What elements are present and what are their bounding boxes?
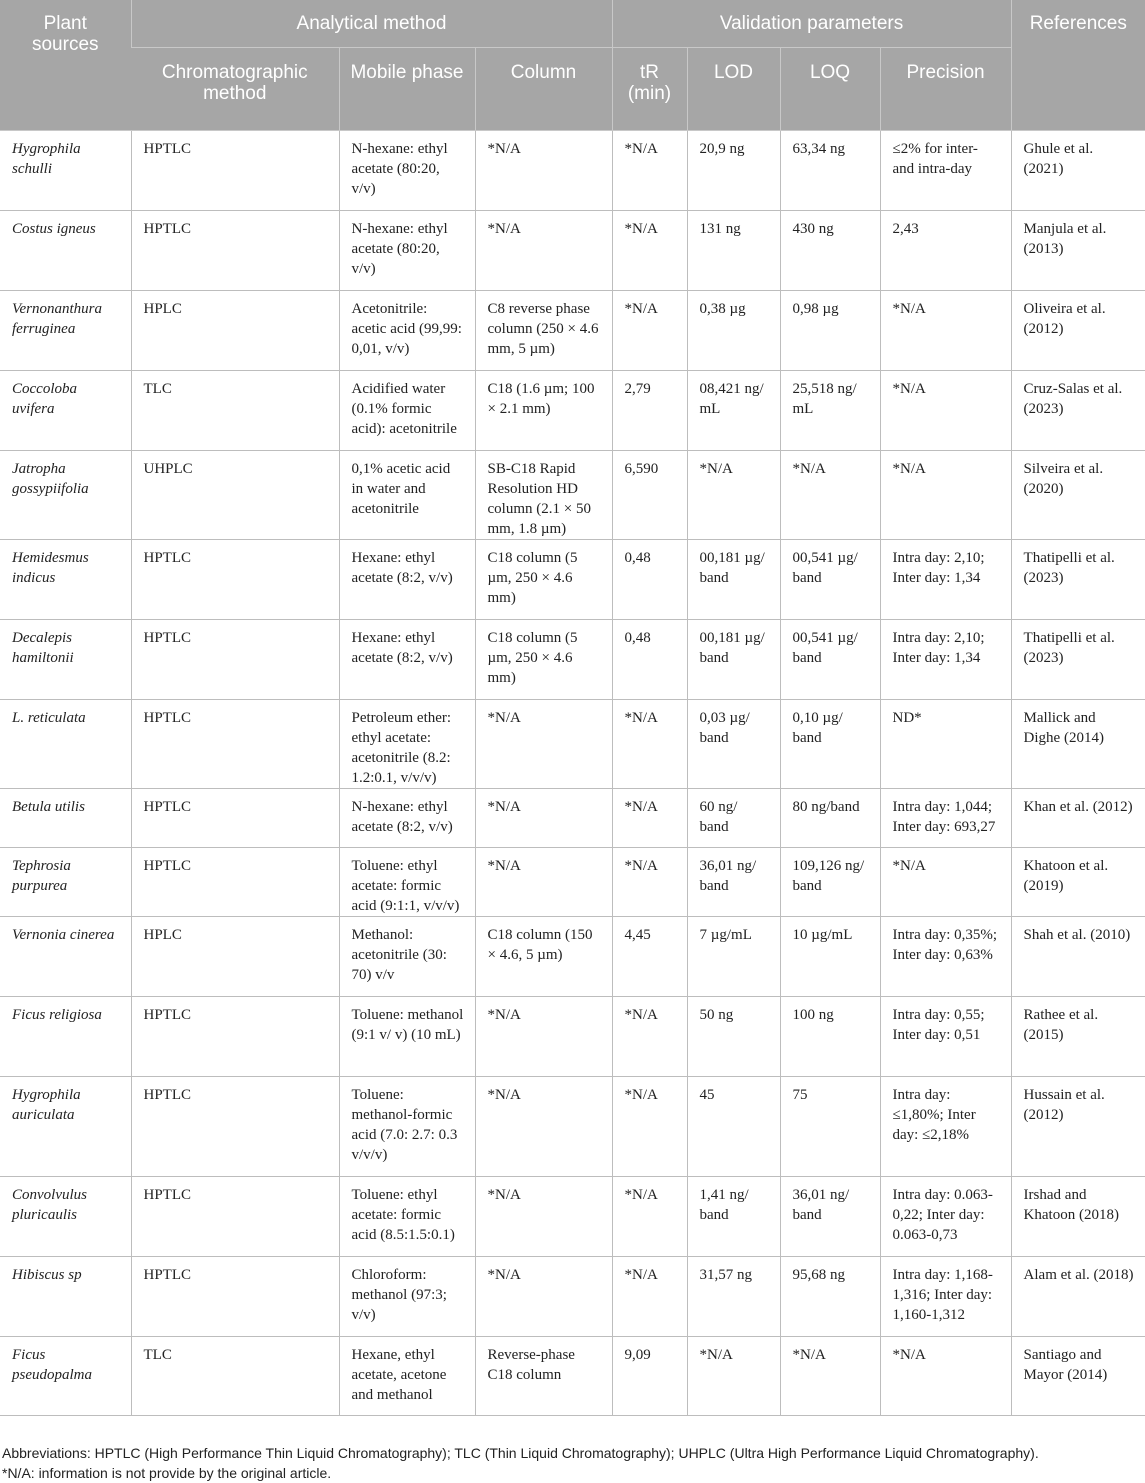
table-row <box>0 291 1145 371</box>
cell-loq: 430 ng <box>780 211 880 291</box>
cell-reference: Rathee et al. (2015) <box>1011 997 1145 1077</box>
cell-column: C8 reverse phase column (250 × 4.6 mm, 5 µm) <box>475 291 612 371</box>
cell-tr: 2,79 <box>612 371 687 451</box>
cell-tr: *N/A <box>612 131 687 211</box>
cell-method: HPTLC <box>131 1077 339 1177</box>
cell-lod: 0,38 µg <box>687 291 780 371</box>
header-mobile-phase: Mobile phase <box>339 48 475 131</box>
cell-mobile-phase: Toluene: ethyl acetate: formic acid (8.5:1.5:0.1) <box>339 1177 475 1257</box>
cell-loq: *N/A <box>780 1337 880 1416</box>
table-row <box>0 620 1145 700</box>
cell-loq: 00,541 µg/ band <box>780 540 880 620</box>
header-plant-sources: Plant sources <box>0 0 131 131</box>
cell-reference: Manjula et al. (2013) <box>1011 211 1145 291</box>
cell-method: HPLC <box>131 917 339 997</box>
cell-reference: Mallick and Dighe (2014) <box>1011 700 1145 789</box>
cell-loq: 63,34 ng <box>780 131 880 211</box>
cell-lod: *N/A <box>687 1337 780 1416</box>
cell-column: C18 column (5 µm, 250 × 4.6 mm) <box>475 620 612 700</box>
cell-mobile-phase: N-hexane: ethyl acetate (8:2, v/v) <box>339 789 475 848</box>
table-row <box>0 1337 1145 1416</box>
cell-loq: 0,10 µg/ band <box>780 700 880 789</box>
table-row <box>0 1257 1145 1337</box>
cell-mobile-phase: Toluene: methanol (9:1 v/ v) (10 mL) <box>339 997 475 1077</box>
cell-plant: Costus igneus <box>0 211 131 291</box>
table-row <box>0 1177 1145 1257</box>
cell-plant: Convolvulus pluricaulis <box>0 1177 131 1257</box>
cell-plant: Decalepis hamiltonii <box>0 620 131 700</box>
cell-lod: 131 ng <box>687 211 780 291</box>
table-row <box>0 1077 1145 1177</box>
cell-method: TLC <box>131 371 339 451</box>
cell-reference: Silveira et al. (2020) <box>1011 451 1145 540</box>
cell-precision: *N/A <box>880 848 1011 917</box>
cell-reference: Hussain et al. (2012) <box>1011 1077 1145 1177</box>
cell-lod: 36,01 ng/ band <box>687 848 780 917</box>
header-loq: LOQ <box>780 48 880 131</box>
cell-method: HPLC <box>131 291 339 371</box>
cell-plant: Betula utilis <box>0 789 131 848</box>
table-row <box>0 997 1145 1077</box>
header-chromatographic-method: Chromatographic method <box>131 48 339 131</box>
cell-loq: 100 ng <box>780 997 880 1077</box>
header-precision: Precision <box>880 48 1011 131</box>
cell-lod: 20,9 ng <box>687 131 780 211</box>
cell-column: C18 column (5 µm, 250 × 4.6 mm) <box>475 540 612 620</box>
cell-tr: *N/A <box>612 848 687 917</box>
cell-tr: 4,45 <box>612 917 687 997</box>
cell-column: *N/A <box>475 1077 612 1177</box>
cell-lod: 45 <box>687 1077 780 1177</box>
cell-lod: 1,41 ng/ band <box>687 1177 780 1257</box>
cell-tr: 6,590 <box>612 451 687 540</box>
cell-precision: Intra day: 0,35%; Inter day: 0,63% <box>880 917 1011 997</box>
cell-method: HPTLC <box>131 540 339 620</box>
cell-precision: Intra day: 1,044; Inter day: 693,27 <box>880 789 1011 848</box>
cell-tr: *N/A <box>612 1077 687 1177</box>
table-row <box>0 211 1145 291</box>
header-validation-parameters: Validation parameters <box>612 0 1011 48</box>
cell-method: HPTLC <box>131 1177 339 1257</box>
cell-column: *N/A <box>475 1177 612 1257</box>
cell-column: *N/A <box>475 1257 612 1337</box>
cell-lod: 0,03 µg/ band <box>687 700 780 789</box>
cell-tr: 0,48 <box>612 620 687 700</box>
cell-plant: Hygrophila auriculata <box>0 1077 131 1177</box>
cell-plant: Vernonia cinerea <box>0 917 131 997</box>
cell-loq: 95,68 ng <box>780 1257 880 1337</box>
cell-method: HPTLC <box>131 620 339 700</box>
header-tr: tR (min) <box>612 48 687 131</box>
cell-method: HPTLC <box>131 131 339 211</box>
cell-mobile-phase: Toluene: methanol-formic acid (7.0: 2.7: 0.3 v/v/v) <box>339 1077 475 1177</box>
cell-loq: 80 ng/band <box>780 789 880 848</box>
table-row <box>0 540 1145 620</box>
cell-reference: Thatipelli et al. (2023) <box>1011 620 1145 700</box>
cell-column: *N/A <box>475 789 612 848</box>
cell-plant: Hibiscus sp <box>0 1257 131 1337</box>
cell-precision: Intra day: 0,55; Inter day: 0,51 <box>880 997 1011 1077</box>
cell-method: UHPLC <box>131 451 339 540</box>
cell-loq: *N/A <box>780 451 880 540</box>
cell-tr: *N/A <box>612 700 687 789</box>
cell-mobile-phase: Acidified water (0.1% formic acid): acetonitrile <box>339 371 475 451</box>
cell-mobile-phase: Methanol: acetonitrile (30: 70) v/v <box>339 917 475 997</box>
cell-plant: Coccoloba uvifera <box>0 371 131 451</box>
cell-reference: Cruz-Salas et al. (2023) <box>1011 371 1145 451</box>
cell-mobile-phase: 0,1% acetic acid in water and acetonitrile <box>339 451 475 540</box>
cell-column: *N/A <box>475 211 612 291</box>
cell-method: HPTLC <box>131 789 339 848</box>
cell-lod: 00,181 µg/ band <box>687 620 780 700</box>
cell-reference: Ghule et al. (2021) <box>1011 131 1145 211</box>
header-column: Column <box>475 48 612 131</box>
table-row <box>0 848 1145 917</box>
cell-tr: *N/A <box>612 1177 687 1257</box>
cell-tr: *N/A <box>612 211 687 291</box>
cell-method: HPTLC <box>131 700 339 789</box>
cell-precision: ≤2% for inter- and intra-day <box>880 131 1011 211</box>
cell-method: HPTLC <box>131 1257 339 1337</box>
cell-plant: Hygrophila schulli <box>0 131 131 211</box>
cell-precision: *N/A <box>880 1337 1011 1416</box>
cell-plant: Hemidesmus indicus <box>0 540 131 620</box>
cell-plant: Tephrosia purpurea <box>0 848 131 917</box>
cell-precision: Intra day: 1,168- 1,316; Inter day: 1,160-1,312 <box>880 1257 1011 1337</box>
cell-mobile-phase: N-hexane: ethyl acetate (80:20, v/v) <box>339 211 475 291</box>
cell-mobile-phase: Hexane: ethyl acetate (8:2, v/v) <box>339 540 475 620</box>
cell-column: C18 column (150 × 4.6, 5 µm) <box>475 917 612 997</box>
cell-reference: Oliveira et al. (2012) <box>1011 291 1145 371</box>
cell-method: TLC <box>131 1337 339 1416</box>
cell-precision: Intra day: 2,10; Inter day: 1,34 <box>880 620 1011 700</box>
cell-mobile-phase: Hexane: ethyl acetate (8:2, v/v) <box>339 620 475 700</box>
cell-column: *N/A <box>475 848 612 917</box>
cell-precision: 2,43 <box>880 211 1011 291</box>
cell-column: Reverse-phase C18 column <box>475 1337 612 1416</box>
cell-lod: 60 ng/ band <box>687 789 780 848</box>
cell-tr: 0,48 <box>612 540 687 620</box>
cell-tr: *N/A <box>612 997 687 1077</box>
cell-reference: Santiago and Mayor (2014) <box>1011 1337 1145 1416</box>
table-row <box>0 131 1145 211</box>
table-row <box>0 917 1145 997</box>
cell-mobile-phase: Toluene: ethyl acetate: formic acid (9:1:1, v/v/v) <box>339 848 475 917</box>
cell-method: HPTLC <box>131 997 339 1077</box>
cell-precision: *N/A <box>880 451 1011 540</box>
cell-loq: 25,518 ng/ mL <box>780 371 880 451</box>
cell-lod: 31,57 ng <box>687 1257 780 1337</box>
cell-precision: Intra day: 0.063- 0,22; Inter day: 0.063-0,73 <box>880 1177 1011 1257</box>
cell-mobile-phase: Petroleum ether: ethyl acetate: acetonitrile (8.2: 1.2:0.1, v/v/v) <box>339 700 475 789</box>
table-body <box>0 131 1145 1416</box>
table-row <box>0 451 1145 540</box>
cell-mobile-phase: Acetonitrile: acetic acid (99,99: 0,01, v/v) <box>339 291 475 371</box>
cell-column: *N/A <box>475 131 612 211</box>
cell-lod: 08,421 ng/ mL <box>687 371 780 451</box>
cell-reference: Khan et al. (2012) <box>1011 789 1145 848</box>
cell-tr: 9,09 <box>612 1337 687 1416</box>
cell-mobile-phase: N-hexane: ethyl acetate (80:20, v/v) <box>339 131 475 211</box>
cell-plant: Jatropha gossypiifolia <box>0 451 131 540</box>
cell-reference: Khatoon et al. (2019) <box>1011 848 1145 917</box>
cell-method: HPTLC <box>131 211 339 291</box>
cell-plant: Vernonanthura ferruginea <box>0 291 131 371</box>
cell-loq: 00,541 µg/ band <box>780 620 880 700</box>
table-row <box>0 700 1145 789</box>
cell-tr: *N/A <box>612 789 687 848</box>
footnote-abbreviations: Abbreviations: HPTLC (High Performance Thin Liquid Chromatography); TLC (Thin Liquid Chromatography); UHPLC (Ultra High Performance Liquid Chromatography). <box>2 1445 1039 1461</box>
cell-column: C18 (1.6 µm; 100 × 2.1 mm) <box>475 371 612 451</box>
cell-column: SB-C18 Rapid Resolution HD column (2.1 × 50 mm, 1.8 µm) <box>475 451 612 540</box>
cell-lod: 00,181 µg/ band <box>687 540 780 620</box>
header-analytical-method: Analytical method <box>131 0 612 48</box>
header-row-2 <box>0 48 1145 131</box>
cell-tr: *N/A <box>612 291 687 371</box>
cell-lod: 7 µg/mL <box>687 917 780 997</box>
cell-plant: Ficus religiosa <box>0 997 131 1077</box>
cell-loq: 0,98 µg <box>780 291 880 371</box>
cell-loq: 10 µg/mL <box>780 917 880 997</box>
cell-precision: Intra day: 2,10; Inter day: 1,34 <box>880 540 1011 620</box>
cell-loq: 36,01 ng/ band <box>780 1177 880 1257</box>
cell-tr: *N/A <box>612 1257 687 1337</box>
cell-reference: Alam et al. (2018) <box>1011 1257 1145 1337</box>
cell-mobile-phase: Hexane, ethyl acetate, acetone and methanol <box>339 1337 475 1416</box>
table-row <box>0 789 1145 848</box>
header-row-1 <box>0 0 1145 48</box>
cell-lod: 50 ng <box>687 997 780 1077</box>
header-references: References <box>1011 0 1145 131</box>
cell-precision: Intra day: ≤1,80%; Inter day: ≤2,18% <box>880 1077 1011 1177</box>
cell-plant: Ficus pseudopalma <box>0 1337 131 1416</box>
table-row <box>0 371 1145 451</box>
cell-precision: *N/A <box>880 371 1011 451</box>
cell-precision: *N/A <box>880 291 1011 371</box>
cell-column: *N/A <box>475 997 612 1077</box>
cell-mobile-phase: Chloroform: methanol (97:3; v/v) <box>339 1257 475 1337</box>
cell-precision: ND* <box>880 700 1011 789</box>
cell-loq: 75 <box>780 1077 880 1177</box>
header-lod: LOD <box>687 48 780 131</box>
cell-method: HPTLC <box>131 848 339 917</box>
cell-reference: Shah et al. (2010) <box>1011 917 1145 997</box>
cell-plant: L. reticulata <box>0 700 131 789</box>
cell-reference: Irshad and Khatoon (2018) <box>1011 1177 1145 1257</box>
footnote-na: *N/A: information is not provide by the original article. <box>2 1465 332 1481</box>
cell-reference: Thatipelli et al. (2023) <box>1011 540 1145 620</box>
cell-lod: *N/A <box>687 451 780 540</box>
cell-column: *N/A <box>475 700 612 789</box>
cell-loq: 109,126 ng/ band <box>780 848 880 917</box>
